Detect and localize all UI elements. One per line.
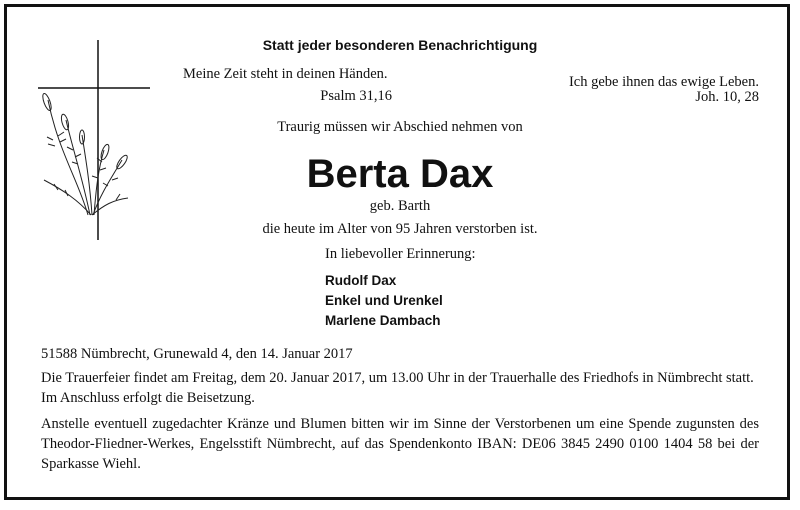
verse-left-reference: Psalm 31,16 <box>320 88 392 104</box>
deceased-name: Berta Dax <box>306 152 494 196</box>
donation-paragraph: Anstelle eventuell zugedachter Kränze und Blumen bitten wir im Sinne der Verstorbenen um eine Spende zugunsten des Theodor-Fliedner-Werkes, Engelsstift Nümbrecht, auf das Spendenkonto IBAN: DE06 3845 2490 0100 1404 58 bei der Sparkasse Wiehl. <box>41 416 759 472</box>
age-line: die heute im Alter von 95 Jahren verstorben ist. <box>262 221 538 237</box>
mourner-name: Rudolf Dax <box>325 273 397 288</box>
mourner-name: Marlene Dambach <box>325 313 441 328</box>
remembrance-line: In liebevoller Erinnerung: <box>325 246 476 262</box>
intro-line: Traurig müssen wir Abschied nehmen von <box>277 119 523 135</box>
birth-name: geb. Barth <box>369 198 431 214</box>
verse-right-text: Ich gebe ihnen das ewige Leben. <box>568 74 759 90</box>
mourner-name: Enkel und Urenkel <box>325 293 443 308</box>
verse-left-text: Meine Zeit steht in deinen Händen. <box>183 66 388 82</box>
notice-header: Statt jeder besonderen Benachrichtigung <box>262 37 538 53</box>
place-date: 51588 Nümbrecht, Grunewald 4, den 14. Januar 2017 <box>41 346 353 362</box>
funeral-paragraph: Die Trauerfeier findet am Freitag, dem 20. Januar 2017, um 13.00 Uhr in der Trauerhalle des Friedhofs in Nümbrecht statt. Im Anschluss erfolgt die Beisetzung. <box>41 370 754 406</box>
verse-right-reference: Joh. 10, 28 <box>695 89 759 105</box>
